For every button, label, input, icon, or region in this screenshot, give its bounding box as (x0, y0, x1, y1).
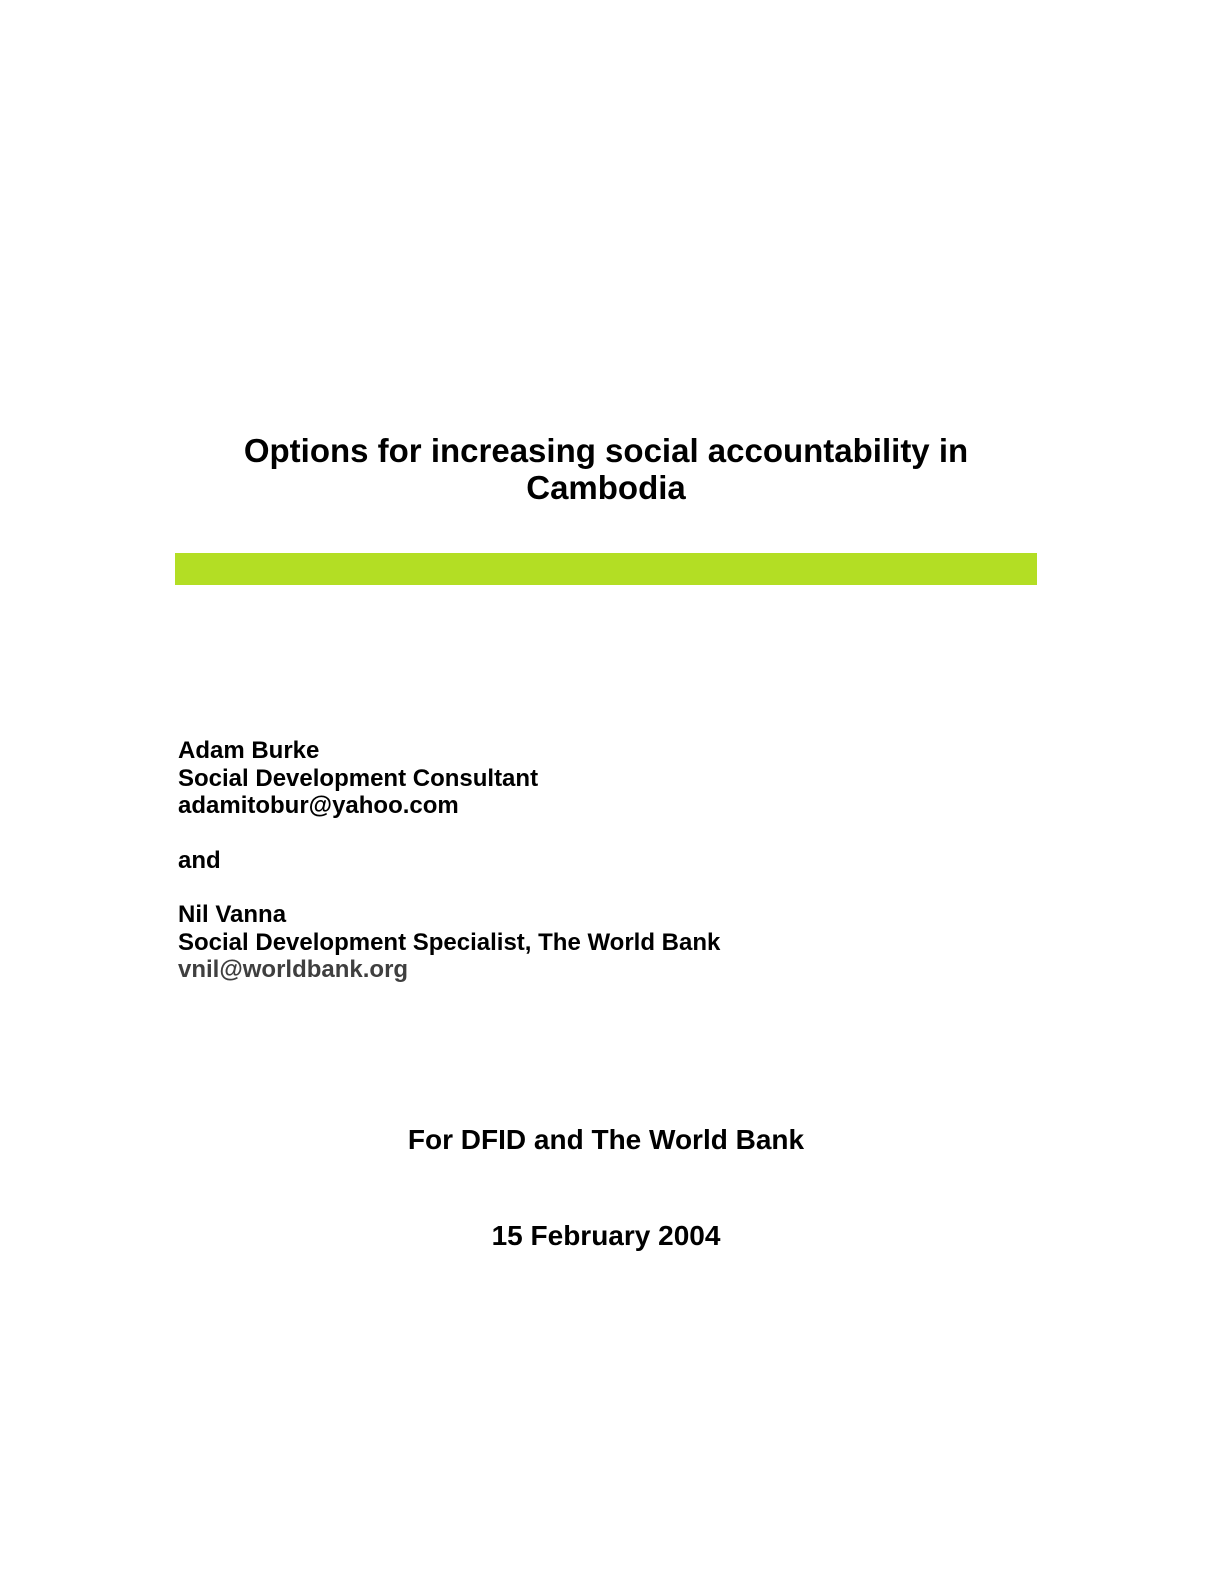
title-line-1: Options for increasing social accountability in (243, 432, 969, 469)
author-2-role: Social Development Specialist, The World Bank (178, 928, 721, 956)
author-conjunction: and (178, 846, 221, 874)
prepared-for: For DFID and The World Bank (407, 1124, 805, 1155)
title-line-2: Cambodia (526, 469, 686, 506)
spacer (178, 820, 720, 847)
author-1-email: adamitobur@yahoo.com (178, 792, 459, 819)
accent-bar (175, 553, 1037, 585)
spacer (178, 874, 720, 901)
author-1-name: Adam Burke (178, 737, 320, 764)
document-date: 15 February 2004 (491, 1220, 721, 1251)
author-1-role: Social Development Consultant (178, 764, 539, 792)
author-2-email[interactable]: vnil@worldbank.org (178, 956, 409, 983)
document-title (200, 432, 1012, 506)
authors-block (178, 737, 720, 984)
author-2-name: Nil Vanna (178, 901, 287, 928)
